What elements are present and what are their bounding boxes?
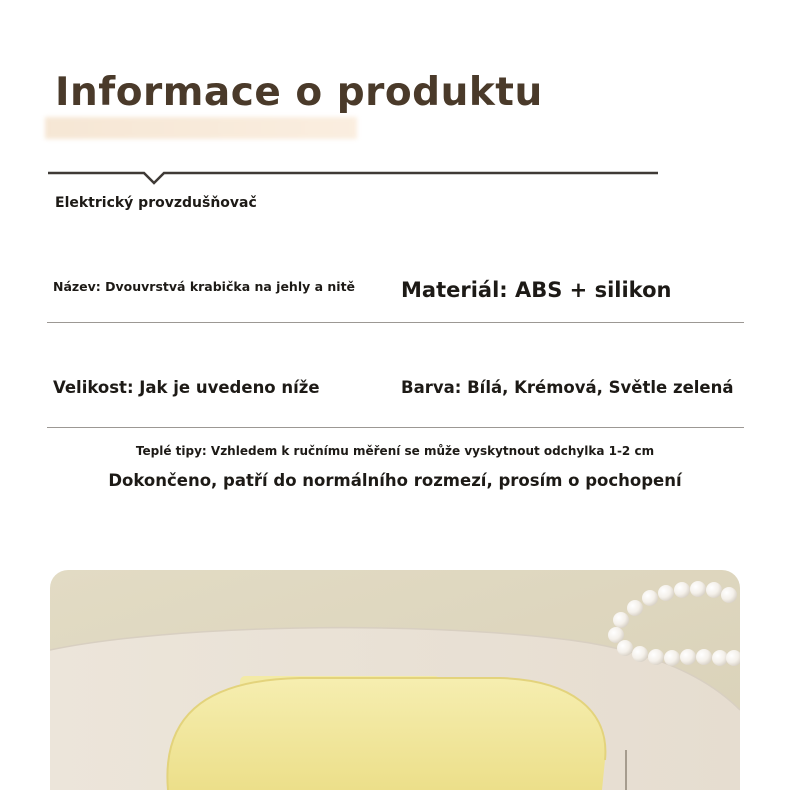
- page-title: Informace o produktu: [55, 70, 543, 115]
- tip-text: Teplé tipy: Vzhledem k ručnímu měření se může vyskytnout odchylka 1-2 cm: [135, 444, 655, 458]
- product-photo-illustration: [50, 570, 740, 790]
- tip-text-emphasis: Dokončeno, patří do normálního rozmezí, prosím o pochopení: [108, 471, 682, 490]
- product-photo: [50, 570, 740, 790]
- spec-color: Barva: Bílá, Krémová, Světle zelená: [401, 378, 734, 397]
- title-highlight: [45, 117, 357, 139]
- spec-size: Velikost: Jak je uvedeno níže: [53, 378, 320, 397]
- spec-divider: [47, 322, 744, 323]
- product-subtitle: Elektrický provzdušňovač: [55, 195, 257, 211]
- spec-name: Název: Dvouvrstvá krabička na jehly a nitě: [53, 279, 356, 294]
- title-divider: [48, 158, 658, 188]
- spec-divider: [47, 427, 744, 428]
- spec-material: Materiál: ABS + silikon: [401, 278, 672, 302]
